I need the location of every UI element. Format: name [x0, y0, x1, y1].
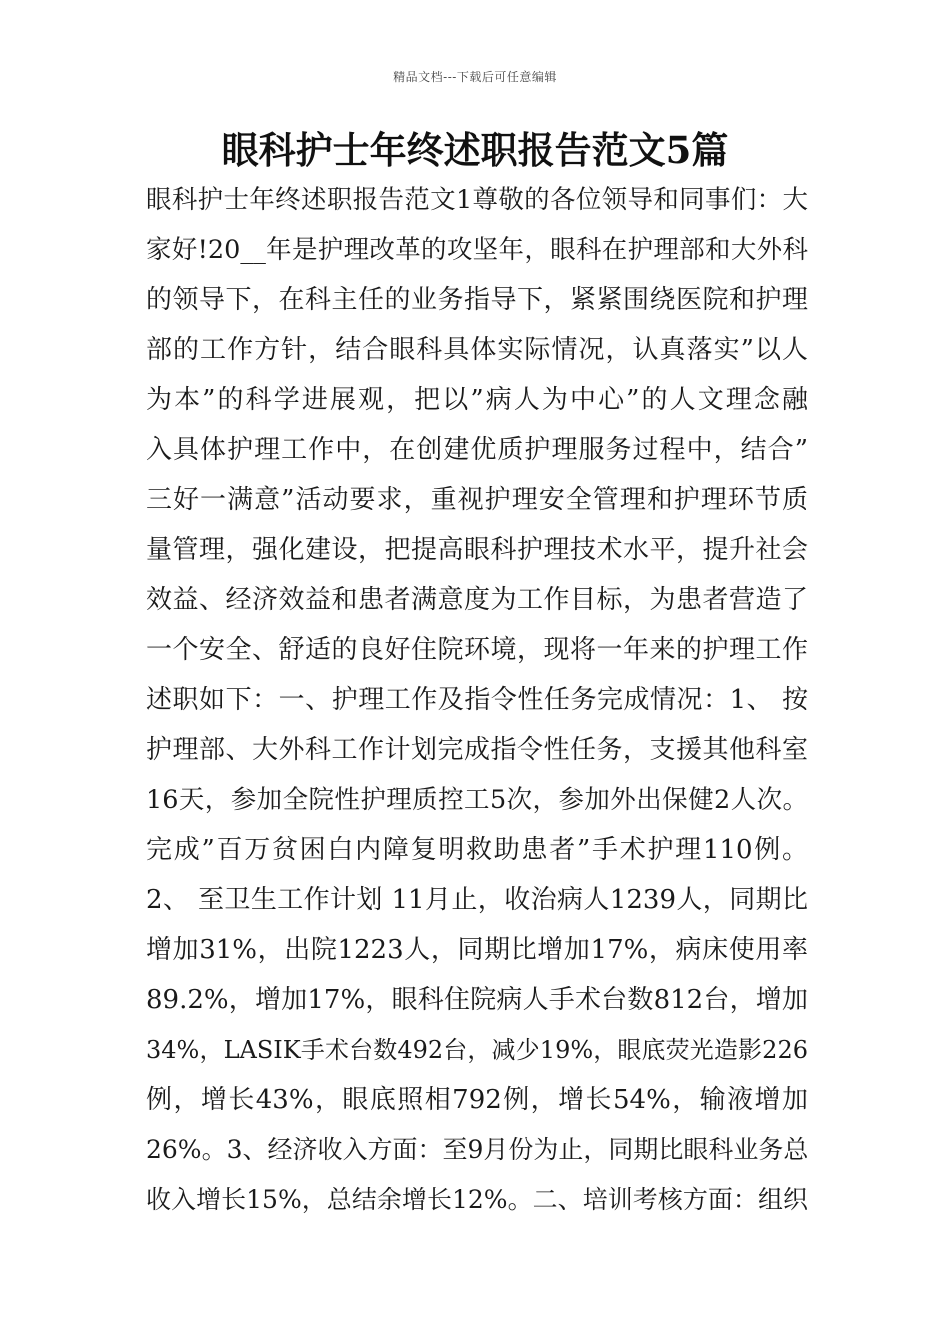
text-line: 家好!20__年是护理改革的攻坚年，眼科在护理部和大外科	[146, 235, 808, 265]
text-line: 部的工作方针，结合眼科具体实际情况，认真落实”以人	[146, 335, 808, 365]
text-line: 收入增长15%，总结余增长12%。二、培训考核方面：组织	[146, 1185, 808, 1214]
body-paragraph	[146, 183, 808, 1233]
header-note: 精品文档---下载后可任意编辑	[393, 70, 557, 84]
text-line: 眼科护士年终述职报告范文1尊敬的各位领导和同事们：大	[146, 185, 808, 215]
text-line: 为本”的科学进展观，把以”病人为中心”的人文理念融	[146, 385, 808, 415]
text-line: 的领导下，在科主任的业务指导下，紧紧围绕医院和护理	[146, 285, 808, 315]
text-line: 2、 至卫生工作计划 11月止，收治病人1239人，同期比	[146, 885, 808, 915]
text-line: 89.2%，增加17%，眼科住院病人手术台数812台，增加	[146, 985, 808, 1015]
text-line: 26%。3、经济收入方面：至9月份为止，同期比眼科业务总	[146, 1135, 809, 1164]
text-line: 三好一满意”活动要求，重视护理安全管理和护理环节质	[146, 485, 808, 515]
text-line: 完成”百万贫困白内障复明救助患者”手术护理110例。	[146, 835, 808, 865]
text-line: 一个安全、舒适的良好住院环境，现将一年来的护理工作	[146, 635, 808, 665]
text-line: 例，增长43%，眼底照相792例，增长54%，输液增加	[146, 1085, 808, 1115]
text-line: 34%，LASIK手术台数492台，减少19%，眼底荧光造影226	[146, 1036, 808, 1064]
document-title: 眼科护士年终述职报告范文5篇	[221, 128, 729, 172]
text-line: 护理部、大外科工作计划完成指令性任务，支援其他科室	[146, 735, 808, 765]
text-line: 16天，参加全院性护理质控工5次，参加外出保健2人次。	[146, 785, 808, 815]
text-line: 量管理，强化建设，把提高眼科护理技术水平，提升社会	[146, 535, 808, 565]
text-line: 增加31%，出院1223人，同期比增加17%，病床使用率	[146, 935, 808, 965]
text-line: 入具体护理工作中，在创建优质护理服务过程中，结合”	[146, 435, 808, 465]
text-line: 述职如下：一、护理工作及指令性任务完成情况：1、 按	[146, 685, 808, 715]
text-line: 效益、经济效益和患者满意度为工作目标，为患者营造了	[146, 585, 808, 615]
